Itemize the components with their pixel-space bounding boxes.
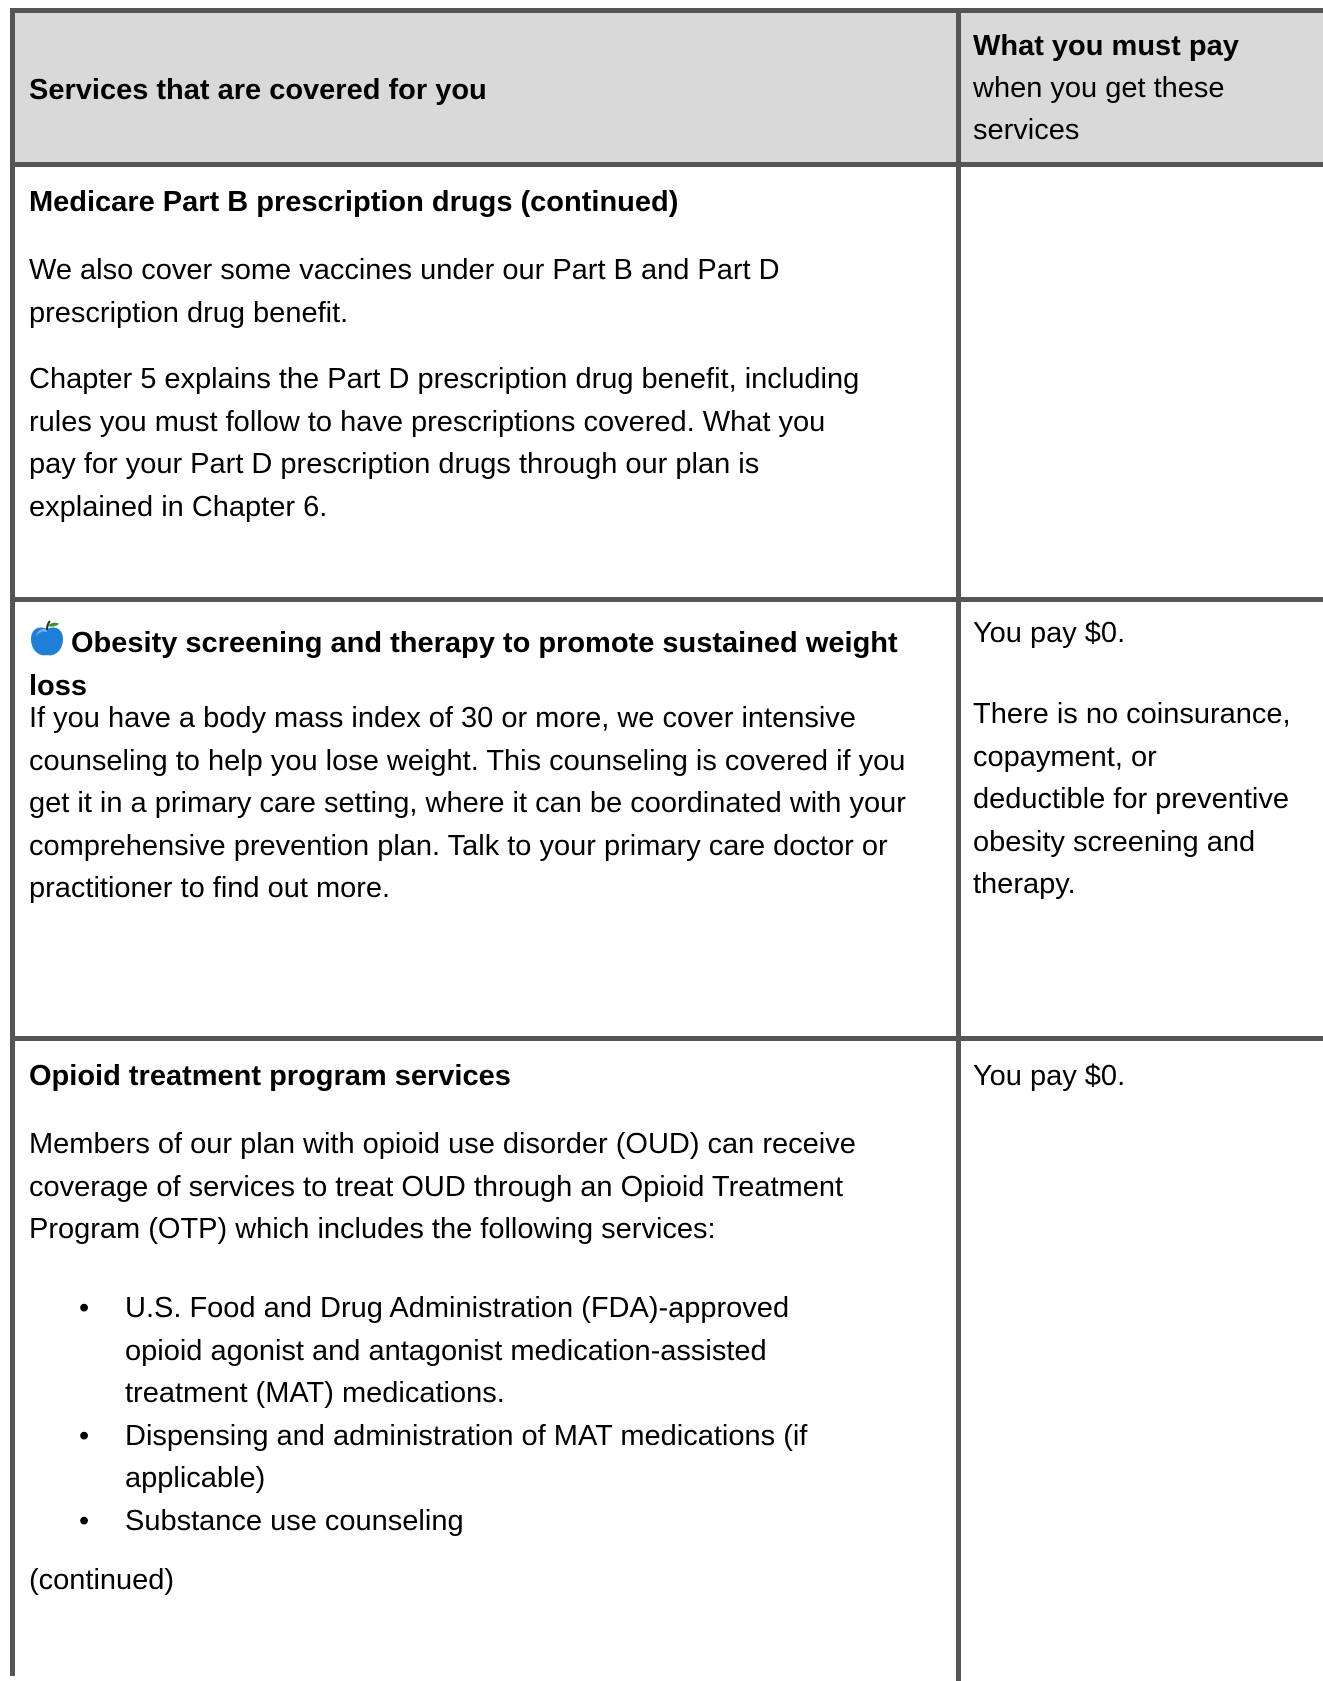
header-pay-label-bold: What you must pay [973, 30, 1239, 62]
row-title: Opioid treatment program services [29, 1060, 511, 1092]
row-paragraph: Members of our plan with opioid use disorder (OUD) can receive coverage of services to treat OUD through an Opioid Treatment Program (OTP) which includes the following services: [29, 1128, 856, 1245]
list-item: • Substance use counseling [125, 1500, 945, 1543]
row-title: Obesity screening and therapy to promote sustained weight loss [29, 627, 898, 702]
header-pay-label [973, 25, 1303, 151]
row-paragraph: Chapter 5 explains the Part D prescription drug benefit, including rules you must follow to have prescriptions covered. What you pay for your Part D prescription drugs through our plan is explained in Chapter 6. [29, 363, 860, 523]
row-paragraph: If you have a body mass index of 30 or more, we cover intensive counseling to help you lose weight. This counseling is covered if you get it in a primary care setting, where it can be coordinated with your comprehensive prevention plan. Talk to your primary care doctor or practitioner to find out more. [29, 702, 906, 904]
services-list [29, 1287, 945, 1542]
list-item: • U.S. Food and Drug Administration (FDA)-approved opioid agonist and antagonist medication-assisted treatment (MAT) medications. [125, 1287, 945, 1415]
pay-text: There is no coinsurance, copayment, or deductible for preventive obesity screening and therapy. [973, 698, 1291, 900]
row-part-b-drugs-pay [961, 167, 1323, 602]
row-obesity-screening-services [15, 602, 961, 1041]
list-item-text: Dispensing and administration of MAT medications (if applicable) [125, 1419, 808, 1494]
row-obesity-screening-pay [961, 602, 1323, 1041]
apple-icon [29, 620, 65, 658]
row-opioid-treatment-services [15, 1041, 961, 1681]
row-opioid-treatment-pay [961, 1041, 1323, 1681]
header-pay-cell [961, 13, 1323, 167]
list-item-text: Substance use counseling [125, 1504, 464, 1537]
row-title: Medicare Part B prescription drugs (continued) [29, 186, 679, 218]
header-services-cell [15, 13, 961, 167]
header-services-label: Services that are covered for you [29, 74, 487, 106]
benefits-table [10, 8, 1323, 1676]
list-item-text: U.S. Food and Drug Administration (FDA)-approved opioid agonist and antagonist medication-assisted treatment (MAT) medications. [125, 1292, 790, 1409]
list-item: • Dispensing and administration of MAT medications (if applicable) [125, 1415, 945, 1500]
header-pay-label-rest: when you get these services [973, 72, 1225, 146]
row-title-wrap [29, 593, 929, 707]
pay-text: You pay $0. [973, 617, 1126, 649]
row-part-b-drugs-services [15, 167, 961, 602]
pay-text: You pay $0. [973, 1060, 1126, 1092]
continued-note: (continued) [29, 1564, 175, 1596]
row-paragraph: We also cover some vaccines under our Part B and Part D prescription drug benefit. [29, 254, 780, 329]
